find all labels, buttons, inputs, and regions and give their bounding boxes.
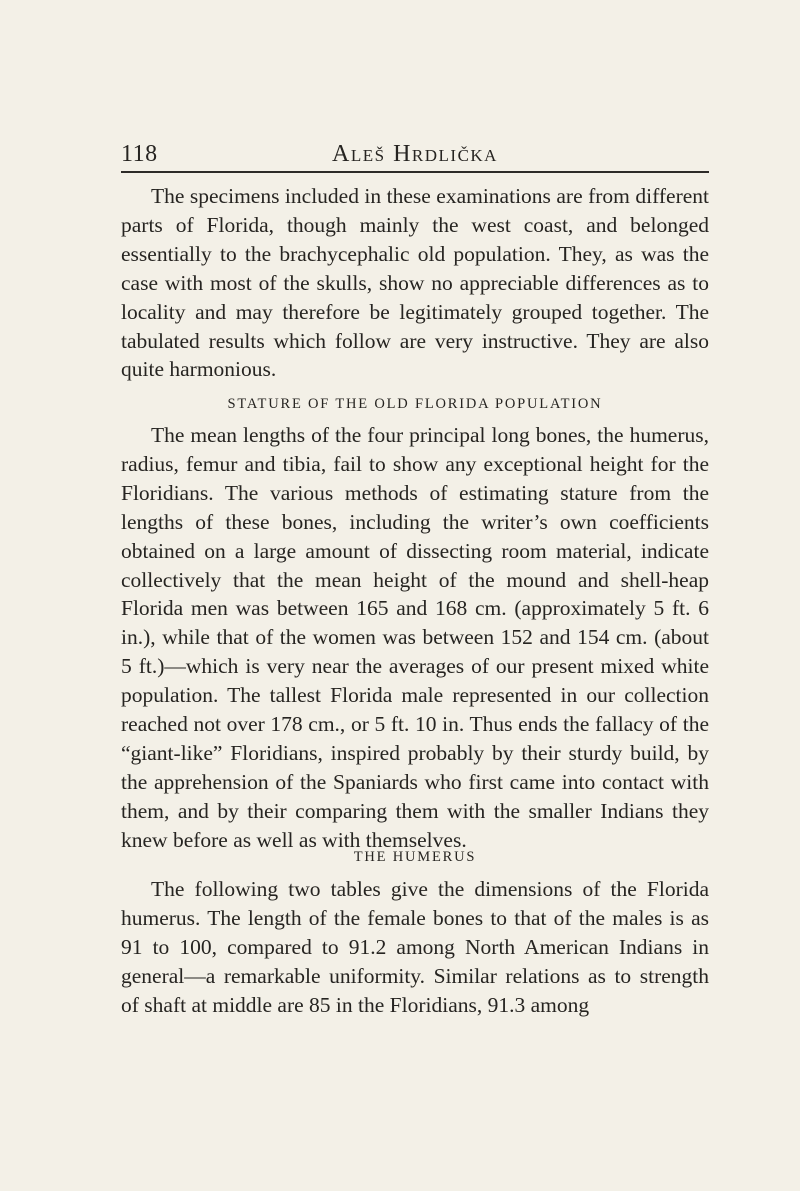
paragraph-stature-text: The mean lengths of the four principal long bones, the humerus, radius, femur and tibia, fail to show any exceptional height for the Floridians. The various methods of estimating stature from the lengths of these bones, including the writer’s own coefficients obtained on a large amount of dissecting room material, indicate collectively that the mean height of the mound and shell-heap Florida men was between 165 and 168 cm. (approximately 5 ft. 6 in.), while that of the women was between 152 and 154 cm. (about 5 ft.)—which is very near the averages of our present mixed white population. The tallest Florida male represented in our collection reached not over 178 cm., or 5 ft. 10 in. Thus ends the fallacy of the “giant-like” Floridians, inspired probably by their sturdy build, by the apprehension of the Spaniards who first came into contact with them, and by their comparing them with the smaller Indians they knew before as well as with themselves.: [121, 423, 709, 852]
page-number: 118: [121, 141, 158, 167]
header-rule: [121, 171, 709, 173]
paragraph-specimens-text: The specimens included in these examinations are from different parts of Florida, though mainly the west coast, and belonged essentially to the brachycephalic old population. They, as was the case with most of the skulls, show no appreciable differences as to locality and may therefore be legitimately grouped together. The tabulated results which follow are very instructive. They are also quite harmonious.: [121, 184, 709, 382]
running-header: [121, 140, 709, 174]
paragraph-specimens: [121, 182, 709, 384]
section-heading-stature: STATURE OF THE OLD FLORIDA POPULATION: [227, 396, 603, 412]
section-heading-humerus: THE HUMERUS: [353, 849, 477, 865]
paragraph-stature: [121, 421, 709, 855]
paragraph-humerus: [121, 875, 709, 1020]
paragraph-humerus-text: The following two tables give the dimensions of the Florida humerus. The length of the female bones to that of the males is as 91 to 100, compared to 91.2 among North American Indians in general—a remarkable uniformity. Similar relations as to strength of shaft at middle are 85 in the Floridians, 91.3 among: [121, 877, 709, 1017]
running-header-author: Aleš Hrdlička: [332, 141, 498, 167]
